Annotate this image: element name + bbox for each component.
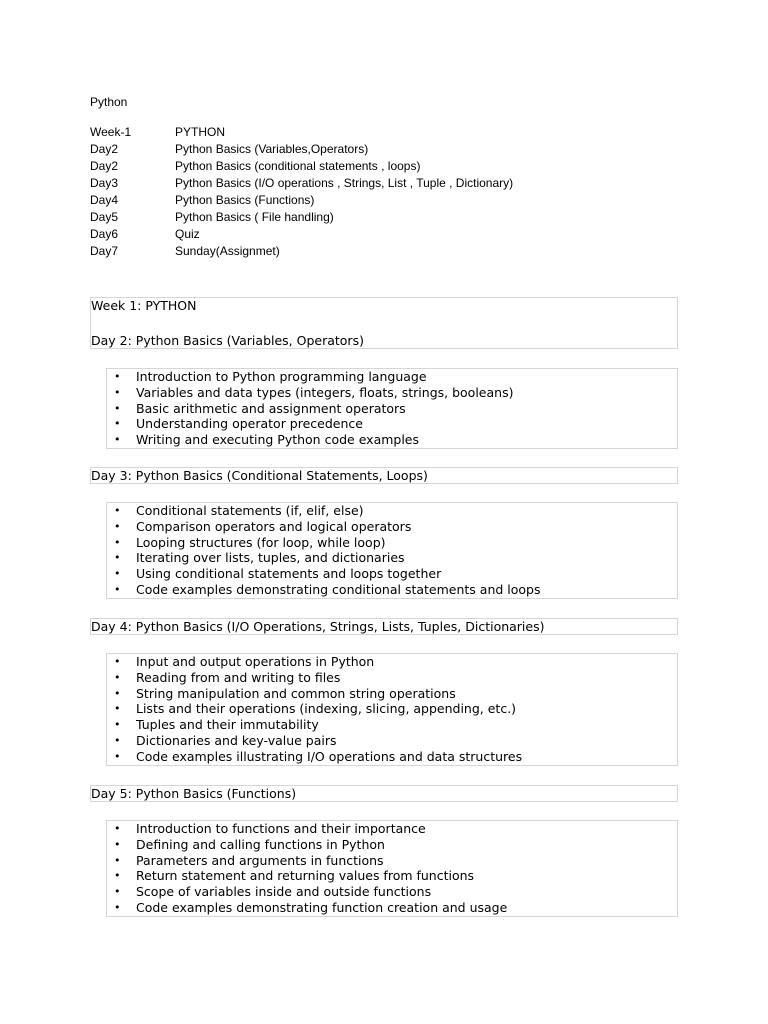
bullet-icon: • (114, 655, 121, 668)
schedule-day: Day2 (90, 159, 119, 173)
list-item-text: Writing and executing Python code examples (136, 432, 420, 448)
section-heading: Day 4: Python Basics (I/O Operations, Strings, Lists, Tuples, Dictionaries) (91, 619, 545, 634)
bullet-icon: • (114, 702, 121, 716)
section-list-box (106, 502, 678, 599)
list-item-text: Introduction to Python programming language (136, 369, 427, 384)
bullet-icon: • (114, 504, 121, 517)
list-item-text: Scope of variables inside and outside functions (136, 884, 432, 900)
bullet-icon: • (114, 822, 121, 835)
section-list-box (106, 368, 678, 449)
schedule-topic: Python Basics ( File handling) (175, 210, 334, 224)
list-item-text: Conditional statements (if, elif, else) (136, 503, 364, 518)
bullet-icon: • (114, 686, 121, 700)
schedule-row (90, 226, 513, 243)
bullet-icon: • (114, 433, 121, 447)
schedule-table (90, 124, 513, 260)
list-item-text: Dictionaries and key-value pairs (136, 732, 337, 748)
schedule-day: Day2 (90, 142, 119, 156)
list-item (107, 582, 677, 598)
bullet-icon: • (114, 582, 121, 596)
list-item (107, 749, 677, 765)
schedule-row (90, 243, 513, 260)
section-list (107, 369, 677, 448)
schedule-row (90, 141, 513, 158)
bullet-icon: • (114, 385, 121, 399)
bullet-icon: • (114, 837, 121, 851)
list-item (107, 701, 677, 717)
list-item (107, 535, 677, 551)
list-item-text: Using conditional statements and loops together (136, 566, 442, 582)
list-item (107, 837, 677, 853)
schedule-row (90, 175, 513, 192)
list-item (107, 503, 677, 519)
list-item (107, 550, 677, 566)
list-item (107, 519, 677, 535)
week-heading-box (90, 297, 678, 349)
list-item (107, 717, 677, 733)
section-heading: Day 3: Python Basics (Conditional Statements, Loops) (91, 468, 428, 483)
bullet-icon: • (114, 417, 121, 431)
schedule-row (90, 158, 513, 175)
list-item (107, 401, 677, 417)
schedule-row (90, 209, 513, 226)
list-item-text: Understanding operator precedence (136, 416, 363, 432)
bullet-icon: • (114, 370, 121, 383)
bullet-icon: • (114, 733, 121, 747)
list-item-text: Lists and their operations (indexing, slicing, appending, etc.) (136, 701, 517, 717)
page-title: Python (90, 95, 128, 109)
list-item (107, 853, 677, 869)
schedule-topic: Python Basics (I/O operations , Strings, List , Tuple , Dictionary) (175, 176, 514, 190)
schedule-topic: Python Basics (Variables,Operators) (175, 142, 369, 156)
bullet-icon: • (114, 567, 121, 581)
list-item-text: Reading from and writing to files (136, 669, 341, 685)
list-item-text: Code examples demonstrating function creation and usage (136, 899, 508, 915)
section-heading-box (90, 785, 678, 802)
list-item (107, 900, 677, 916)
list-item (107, 654, 677, 670)
section-list (107, 654, 677, 765)
bullet-icon: • (114, 718, 121, 732)
bullet-icon: • (114, 900, 121, 914)
schedule-day: Day5 (90, 210, 119, 224)
bullet-icon: • (114, 519, 121, 533)
list-item-text: Code examples demonstrating conditional statements and loops (136, 581, 541, 597)
schedule-topic: PYTHON (175, 125, 226, 139)
list-item (107, 733, 677, 749)
bullet-icon: • (114, 670, 121, 684)
list-item (107, 385, 677, 401)
list-item-text: Variables and data types (integers, floats, strings, booleans) (136, 384, 514, 400)
schedule-topic: Python Basics (Functions) (175, 193, 315, 207)
schedule-row (90, 192, 513, 209)
list-item-text: Introduction to functions and their importance (136, 821, 426, 836)
list-item-text: Defining and calling functions in Python (136, 836, 385, 852)
list-item-text: Parameters and arguments in functions (136, 852, 384, 868)
section-list (107, 503, 677, 598)
section-heading: Day 5: Python Basics (Functions) (91, 786, 297, 801)
list-item (107, 884, 677, 900)
bullet-icon: • (114, 885, 121, 899)
list-item-text: Basic arithmetic and assignment operators (136, 400, 406, 416)
bullet-icon: • (114, 853, 121, 867)
section-heading: Day 2: Python Basics (Variables, Operators) (91, 333, 364, 348)
list-item-text: Input and output operations in Python (136, 654, 375, 669)
list-item-text: Iterating over lists, tuples, and dictionaries (136, 550, 405, 566)
list-item-text: Return statement and returning values from functions (136, 868, 475, 884)
list-item-text: Comparison operators and logical operators (136, 518, 412, 534)
list-item-text: String manipulation and common string operations (136, 685, 456, 701)
schedule-day: Day7 (90, 244, 119, 258)
section-list-box (106, 820, 678, 917)
schedule-day: Day4 (90, 193, 119, 207)
list-item-text: Tuples and their immutability (136, 717, 319, 733)
list-item-text: Looping structures (for loop, while loop) (136, 534, 386, 550)
week-heading: Week 1: PYTHON (91, 298, 197, 313)
section-heading-box (90, 467, 678, 484)
schedule-topic: Python Basics (conditional statements , loops) (175, 159, 421, 173)
list-item (107, 369, 677, 385)
bullet-icon: • (114, 749, 121, 763)
list-item (107, 868, 677, 884)
bullet-icon: • (114, 401, 121, 415)
list-item (107, 686, 677, 702)
list-item (107, 670, 677, 686)
schedule-day: Day6 (90, 227, 119, 241)
list-item (107, 416, 677, 432)
section-list-box (106, 653, 678, 766)
list-item (107, 821, 677, 837)
bullet-icon: • (114, 869, 121, 883)
schedule-day: Day3 (90, 176, 119, 190)
list-item (107, 566, 677, 582)
schedule-topic: Sunday(Assignmet) (175, 244, 280, 258)
list-item (107, 432, 677, 448)
bullet-icon: • (114, 551, 121, 565)
schedule-row (90, 124, 513, 141)
bullet-icon: • (114, 535, 121, 549)
schedule-day: Week-1 (90, 125, 132, 139)
section-heading-box (90, 618, 678, 635)
list-item-text: Code examples illustrating I/O operations and data structures (136, 748, 523, 764)
section-list (107, 821, 677, 916)
schedule-topic: Quiz (175, 227, 200, 241)
